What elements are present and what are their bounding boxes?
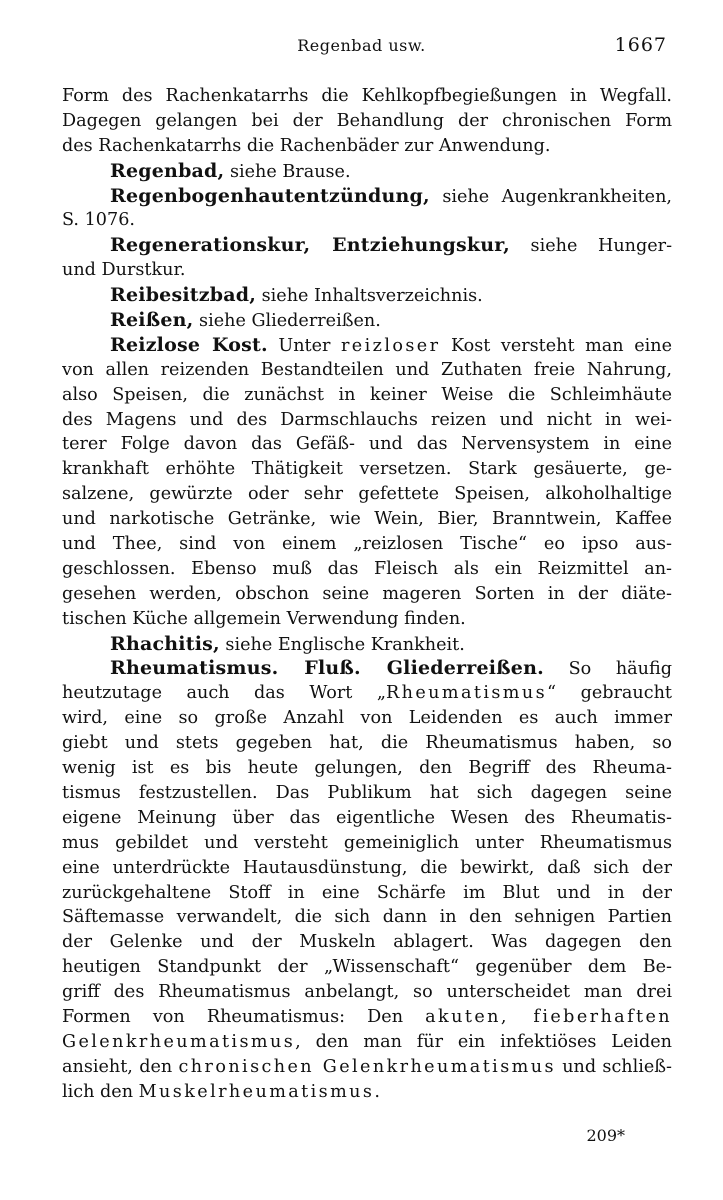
text-line [62,184,672,209]
line-text: des Magens und des Darmschlauchs reizen und nicht in wei- [62,409,672,430]
text-line [62,1055,672,1080]
line-text: siehe Englische Krankheit. [219,634,465,655]
emphasized-text: Gelenkrheumatismus [62,1031,296,1052]
text-line [62,308,672,333]
text-line [62,208,672,233]
line-text: geschlossen. Ebenso muß das Fleisch als ein Reizmittel an- [62,558,672,579]
text-line [62,681,672,706]
line-text: eigene Meinung über das eigentliche Wesen des Rheumatis- [62,807,672,828]
line-text: des Rachenkatarrhs die Rachenbäder zur Anwendung. [62,135,551,156]
entry-headword: Regenbogenhautentzündung, [110,184,430,207]
emphasized-text: akuten, fieberhaften [425,1006,672,1027]
line-text: tischen Küche allgemein Verwendung finden. [62,608,466,629]
line-text: zurückgehaltene Stoff in eine Schärfe im Blut und in der [62,882,672,903]
line-text: von allen reizenden Bestandteilen und Zuthaten freie Nahrung, [62,359,672,380]
entry-headword: Regenerationskur, Entziehungskur, [110,234,510,257]
text-line [62,582,672,607]
emphasized-text: reizloser [341,335,441,356]
text-line [62,482,672,507]
text-line [62,781,672,806]
text-line [62,881,672,906]
line-text: Formen von Rheumatismus: Den [62,1006,426,1027]
text-line [62,283,672,308]
emphasized-text: chronischen Gelenkrheumatismus [178,1056,556,1077]
line-text: der Gelenke und der Muskeln ablagert. Was dagegen den [62,932,672,953]
line-text: siehe Gliederreißen. [193,311,381,332]
entry-headword: Reibesitzbad, [110,284,257,307]
emphasized-text: Muskelrheumatismus [138,1081,375,1102]
text-line [62,159,672,184]
text-line [62,632,672,657]
line-text: S. 1076. [62,210,135,231]
text-line [62,1030,672,1055]
line-text: So häufig [543,659,672,680]
line-text: giebt und stets gegeben hat, die Rheumatismus haben, so [62,733,672,754]
line-text: eine unterdrückte Hautausdünstung, die bewirkt, daß sich der [62,857,672,878]
entry-headword: Rhachitis, [110,632,220,655]
line-text: mus gebildet und versteht gemeiniglich unter Rheumatismus [62,832,672,853]
line-text: heutzutage auch das Wort „ [62,683,386,704]
line-text: salzene, gewürzte oder sehr gefettete Speisen, alkoholhaltige [62,484,672,505]
line-text: krankhaft erhöhte Thätigkeit versetzen. Stark gesäuerte, ge- [62,459,672,480]
text-line [62,656,672,681]
line-text: terer Folge davon das Gefäß- und das Nervensystem in eine [62,434,672,455]
running-title: Regenbad usw. [297,36,426,55]
entry-headword: Regenbad, [110,159,225,182]
line-text: Unter [267,335,341,356]
text-line [62,134,672,159]
text-line [62,457,672,482]
line-text: ansieht, den [62,1056,179,1077]
line-text: und Thee, sind von einem „reizlosen Tische“ eo ipso aus- [62,534,672,555]
line-text: Form des Rachenkatarrhs die Kehlkopfbegießungen in Wegfall. [62,86,672,106]
text-line [62,806,672,831]
line-text: heutigen Standpunkt der „Wissenschaft“ gegenüber dem Be- [62,957,672,978]
text-line [62,731,672,756]
line-text: und narkotische Getränke, wie Wein, Bier, Branntwein, Kaffee [62,509,672,530]
emphasized-text: Rheumatismus [385,683,548,704]
text-line [62,258,672,283]
text-line [62,507,672,532]
text-line [62,84,672,109]
text-line [62,706,672,731]
printer-signature: 209* [586,1126,625,1145]
text-line [62,756,672,781]
text-line [62,955,672,980]
text-line [62,383,672,408]
line-text: und schließ- [555,1056,672,1077]
text-line [62,607,672,632]
line-text: siehe Augenkrankheiten, [429,186,672,207]
text-line [62,831,672,856]
text-line [62,233,672,258]
text-line [62,432,672,457]
entry-headword: Rheumatismus. Fluß. Gliederreißen. [110,657,544,680]
text-line [62,333,672,358]
page-number: 1667 [614,34,667,56]
line-text: Säftemasse verwandelt, die sich dann in den sehnigen Partien [62,907,672,928]
text-line [62,557,672,582]
text-line [62,358,672,383]
text-line [62,1080,672,1105]
line-text: wird, eine so große Anzahl von Leidenden es auch immer [62,708,672,729]
line-text: “ gebraucht [547,683,672,704]
line-text: siehe Hunger- [509,236,672,257]
line-text: wenig ist es bis heute gelungen, den Begriff des Rheuma- [62,758,672,779]
line-text: , den man für ein infektiöses Leiden [295,1031,672,1052]
line-text: griff des Rheumatismus anbelangt, so unterscheidet man drei [62,982,672,1003]
text-line [62,856,672,881]
line-text: also Speisen, die zunächst in keiner Weise die Schleimhäute [62,384,672,405]
text-line [62,408,672,433]
line-text: lich den [62,1081,139,1102]
line-text: und Durstkur. [62,260,186,281]
text-line [62,980,672,1005]
text-line [62,532,672,557]
entry-headword: Reißen, [110,309,194,332]
text-line [62,930,672,955]
text-line [62,905,672,930]
line-text: gesehen werden, obschon seine mageren Sorten in der diäte- [62,583,672,604]
line-text: Kost versteht man eine [440,335,672,356]
line-text: . [374,1081,380,1102]
entry-headword: Reizlose Kost. [110,333,268,356]
line-text: siehe Inhaltsverzeichnis. [256,286,483,307]
body-text [62,84,672,1105]
text-line [62,1005,672,1030]
line-text: siehe Brause. [224,161,351,182]
line-text: Dagegen gelangen bei der Behandlung der chronischen Form [62,110,672,131]
text-line [62,109,672,134]
line-text: tismus festzustellen. Das Publikum hat sich dagegen seine [62,782,672,803]
